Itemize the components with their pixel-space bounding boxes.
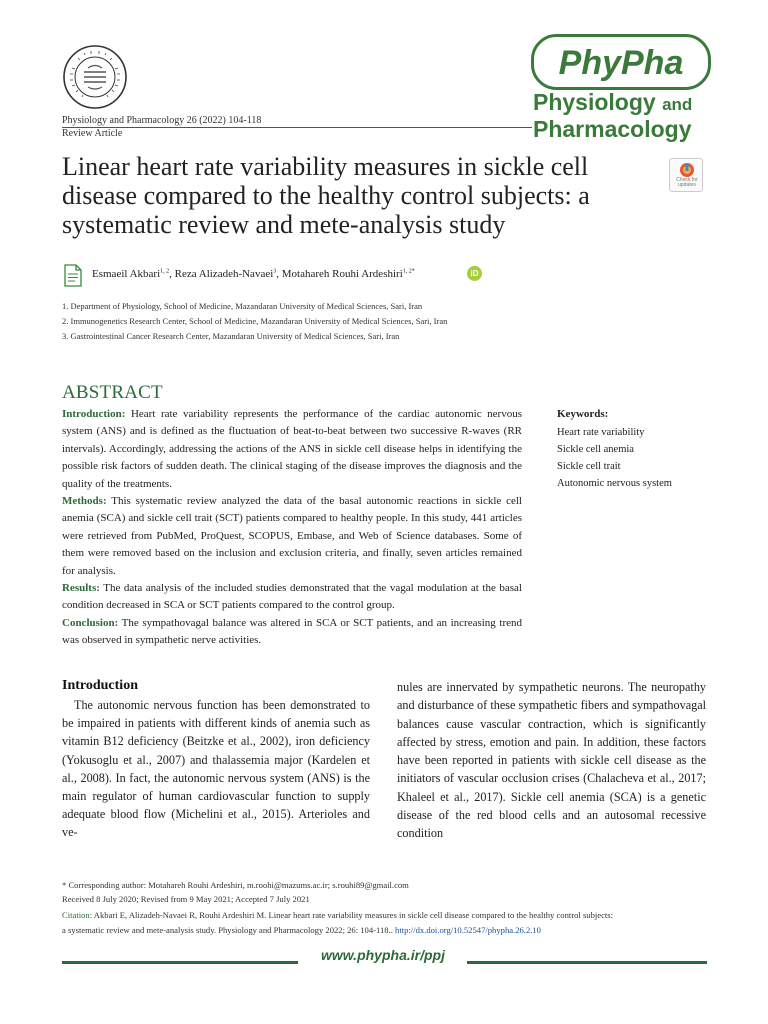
article-type: Review Article xyxy=(62,128,123,139)
abstract-label: Results: xyxy=(62,582,100,595)
keyword-item: Sickle cell trait xyxy=(557,461,621,472)
keywords-heading: Keywords: xyxy=(557,408,609,420)
check-for-updates-badge[interactable] xyxy=(669,158,703,192)
journal-website-link[interactable]: www.phypha.ir/ppj xyxy=(321,947,445,963)
abstract-label: Introduction: xyxy=(62,408,126,420)
doi-link[interactable]: http://dx.doi.org/10.52547/phypha.26.2.10 xyxy=(395,925,541,935)
keyword-item: Sickle cell anemia xyxy=(557,444,634,455)
abstract-results xyxy=(62,580,522,615)
crossmark-icon xyxy=(679,162,695,178)
document-icon xyxy=(62,264,84,288)
keyword-item: Heart rate variability xyxy=(557,427,645,438)
author-affiliation-marker: 3 xyxy=(273,268,277,275)
crossmark-label: Check for updates xyxy=(676,177,698,188)
introduction-heading: Introduction xyxy=(62,678,138,693)
header-rule xyxy=(62,127,532,128)
orcid-icon[interactable]: iD xyxy=(467,266,482,281)
footer-rule-right xyxy=(467,961,707,964)
journal-name xyxy=(533,90,692,141)
citation-line-2 xyxy=(62,925,541,935)
body-left-column xyxy=(62,696,370,842)
citation-text: a systematic review and mete-analysis study. Physiology and Pharmacology 2022; 26: 104-118.. xyxy=(62,925,393,935)
article-dates: Received 8 July 2020; Revised from 9 May 2021; Accepted 7 July 2021 xyxy=(62,894,310,904)
keyword-item: Autonomic nervous system xyxy=(557,478,672,489)
author-affiliation-marker: 1, 2 xyxy=(160,268,170,275)
affiliation-2: 2. Immunogenetics Research Center, School of Medicine, Mazandaran University of Medical Sciences, Sari, Iran xyxy=(62,316,448,326)
author-name: Esmaeil Akbari xyxy=(92,268,161,280)
citation-label: Citation: xyxy=(62,910,93,920)
affiliation-1: 1. Department of Physiology, School of Medicine, Mazandaran University of Medical Sciences, Sari, Iran xyxy=(62,301,423,311)
abstract-text: This systematic review analyzed the data of the basal autonomic reactions in sickle cell anemia (SCA) and sickle cell trait (SCT) patients compared to healthy people. In this study, 441 articles were retrieved from PubMed, ProQuest, SCOPUS, Embase, and Web of Science databases. Some of them were removed based on the inclusion and exclusion criteria, and finally, seven articles remained for analysis. xyxy=(62,495,522,577)
corresponding-author-note: * Corresponding author: Motahareh Rouhi Ardeshiri, m.roohi@mazums.ac.ir; s.rouhi89@gmail.com xyxy=(62,880,409,890)
abstract-text: Heart rate variability represents the performance of the cardiac autonomic nervous system (ANS) and is defined as the fluctuation of beat-to-beat between two successive R-waves (RR intervals). Accordingly, addressing the actions of the ANS in sickle cell disease helps in identifying the possible risk factors of sudden death. The clinical staging of the disease improves the diagnosis and the quality of the treatments. xyxy=(62,408,522,490)
citation-line-1 xyxy=(62,910,613,920)
abstract-introduction xyxy=(62,406,522,493)
abstract-methods xyxy=(62,493,522,580)
abstract-text: The data analysis of the included studies demonstrated that the vagal modulation at the basal condition decreased in SCA or SCT patients compared to the control group. xyxy=(62,582,522,612)
logo-wordmark: PhyPha xyxy=(558,44,684,82)
journal-name-and: and xyxy=(662,95,693,114)
body-text: nules are innervated by sympathetic neurons. xyxy=(397,680,624,694)
journal-name-line2: Pharmacology xyxy=(533,116,692,142)
society-seal-logo xyxy=(62,44,128,110)
citation-text: Akbari E, Alizadeh-Navaei R, Rouhi Ardeshiri M. Linear heart rate variability measures in sickle cell disease compared to the healthy control subjects: xyxy=(93,910,614,920)
phypha-logo xyxy=(531,34,711,90)
article-title: Linear heart rate variability measures in sickle cell disease compared to the healthy control subjects: a systematic review and mete-analysis study xyxy=(62,152,590,239)
author-name: Motahareh Rouhi Ardeshiri xyxy=(281,268,403,280)
journal-citation: Physiology and Pharmacology 26 (2022) 104-118 xyxy=(62,115,262,126)
footer-rule-left xyxy=(62,961,298,964)
abstract-text: The sympathovagal balance was altered in SCA or SCT patients, and an increasing trend was observed in sympathetic nerve activities. xyxy=(62,616,522,647)
body-text: The neuropathy and disturbance of these sympathetic fibers and sympathovagal balances cause vascular contraction, which is significantly affected by stress, emotion and pain. In addition, these factors have been reported in patients with sickle cell disease as the initiators of vascular occlusion crises (Chalacheva et al., 2017; Khaleel et al., 2017). Sickle cell anemia (SCA) is a genetic disease of the red blood cells and an autosomal recessive condition xyxy=(397,680,707,841)
journal-name-line1: Physiology xyxy=(533,89,656,115)
abstract-conclusion xyxy=(62,615,522,650)
body-text: The autonomic nervous function has been demonstrated to be impaired in patients with different kinds of anemia such as vitamin B12 deficiency (Beitzke et al., 2002), iron deficiency (Yokusoglu et al., 2007) and thalassemia major (Kardelen et al., 2008). In fact, the autonomic nervous system (ANS) is the main regulator of human cardiovascular function to supply adequate blood flow (Michelini et al., 2015). Arterioles and ve- xyxy=(62,698,370,840)
author-affiliation-marker: 1, 2* xyxy=(402,268,415,275)
author-list: Esmaeil Akbari$^{1, 2}$, Reza Alizadeh-Navaei$^3$, Motahareh Rouhi Ardeshiri$^{1, 2*}$ xyxy=(92,268,415,280)
abstract-label: Conclusion: xyxy=(62,616,119,629)
abstract-heading: ABSTRACT xyxy=(62,382,163,403)
body-right-column xyxy=(397,678,706,843)
affiliation-3: 3. Gastrointestinal Cancer Research Center, Mazandaran University of Medical Sciences, Sari, Iran xyxy=(62,331,400,341)
abstract-label: Methods: xyxy=(62,495,107,508)
abstract-body xyxy=(62,406,522,650)
author-name: Reza Alizadeh-Navaei xyxy=(174,268,274,280)
